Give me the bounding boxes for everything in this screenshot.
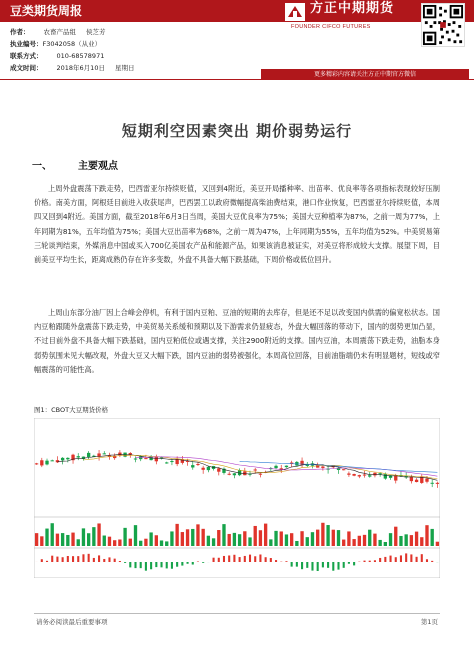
volume-bar	[134, 525, 137, 546]
macd-bar	[140, 562, 142, 568]
macd-bar	[233, 555, 235, 562]
volume-bar	[431, 529, 434, 546]
volume-bar	[405, 534, 408, 546]
macd-bar	[129, 562, 131, 567]
macd-bar	[374, 560, 376, 562]
macd-bar	[108, 557, 110, 562]
volume-bar	[45, 529, 48, 546]
volume-bar	[389, 533, 392, 546]
candle-body	[144, 458, 147, 459]
volume-bar	[165, 541, 168, 546]
volume-bar	[269, 539, 272, 546]
macd-bar	[181, 562, 183, 566]
volume-bar	[300, 531, 303, 546]
macd-bar	[343, 562, 345, 568]
volume-bar	[217, 530, 220, 546]
macd-bar	[77, 556, 79, 562]
macd-bar	[259, 554, 261, 562]
volume-bar	[35, 533, 38, 546]
macd-bar	[395, 557, 397, 562]
macd-bar	[254, 556, 256, 562]
footer-disclaimer: 请务必阅读最后重要事项	[36, 618, 108, 626]
candle-body	[347, 473, 350, 474]
volume-bar	[436, 542, 439, 546]
volume-bar	[155, 535, 158, 546]
candle-body	[87, 453, 90, 457]
candle-body	[394, 476, 397, 481]
volume-bar	[378, 540, 381, 546]
macd-bar	[337, 562, 339, 570]
macd-bar	[270, 558, 272, 562]
macd-bar	[88, 554, 90, 562]
candle-body	[368, 475, 371, 476]
logo-text: 方正中期期货	[310, 1, 395, 16]
candle-body	[358, 475, 361, 476]
meta-license: 执业编号：F3042058（从业）	[10, 40, 102, 48]
candle-body	[103, 453, 106, 454]
volume-bar	[254, 526, 257, 546]
volume-bar	[243, 531, 246, 546]
macd-bar	[379, 558, 381, 562]
candle-body	[285, 466, 288, 467]
volume-bar	[181, 532, 184, 546]
candle-body	[118, 453, 121, 456]
candle-body	[243, 471, 246, 475]
volume-bar	[280, 531, 283, 546]
volume-bar	[384, 542, 387, 546]
qr-code-icon	[421, 3, 465, 47]
volume-bar	[326, 525, 329, 546]
volume-bar	[238, 534, 241, 546]
volume-bar	[66, 535, 69, 546]
macd-bar	[192, 562, 194, 565]
candle-body	[191, 465, 194, 467]
volume-bar	[373, 534, 376, 546]
volume-bar	[321, 523, 324, 546]
paragraph-market-overview: 上周外盘震荡下跌走势，巴西雷亚尔持续贬值，又回到4附近，美豆开局播种率、出苗率、优良率等各项指标表现较好压制价格。南美方面，阿根廷目前进入收获尾声，巴西罢工以政府微幅提高柴油费结束，港口作业恢复，巴西雷亚尔持续贬值，本周四又回到4附近。美国方面，截至2018年6月3日当周，美国大豆优良率为75%；美国大豆种植率为87%，之前一周为77%，上年同期为81%，五年均值为75%；美国大豆出苗率为68%，之前一周为47%，上年同期为55%，五年均值为52%。中美贸易第三轮谈判结束，外媒消息中国或买入700亿美国农产品和能源产品，如果该消息被证实，对美豆将形成较大支撑。展望下周，目前美豆平均生长，距离成熟仍存在许多变数，外盘不具备大幅下跌基础，下周价格或低位回升。	[34, 184, 440, 265]
volume-bar	[352, 539, 355, 546]
macd-bar	[306, 562, 308, 568]
candle-body	[61, 458, 64, 461]
macd-bar	[353, 562, 355, 565]
meta-date: 成文时间： 2018年6月10日 星期日	[10, 64, 135, 72]
volume-bar	[363, 535, 366, 546]
volume-bar	[410, 535, 413, 546]
macd-bar	[124, 562, 126, 563]
volume-bar	[415, 532, 418, 546]
macd-bar	[119, 561, 121, 562]
macd-bar	[317, 562, 319, 571]
logo-subtext: FOUNDER CIFCO FUTURES	[291, 24, 371, 30]
macd-bar	[72, 556, 74, 562]
company-logo	[284, 0, 414, 22]
volume-bar	[207, 536, 210, 546]
macd-bar	[390, 556, 392, 562]
macd-bar	[431, 561, 433, 562]
candle-body	[342, 469, 345, 470]
volume-bar	[92, 527, 95, 546]
volume-bar	[77, 539, 80, 546]
macd-bar	[410, 554, 412, 562]
macd-bar	[213, 558, 215, 562]
macd-bar	[62, 557, 64, 562]
figure-caption: 图1：CBOT大豆期货价格	[34, 406, 109, 414]
candle-body	[134, 459, 137, 460]
volume-bar	[337, 530, 340, 546]
macd-bar	[176, 562, 178, 567]
volume-bar	[233, 533, 236, 546]
volume-bar	[97, 523, 100, 546]
candle-body	[40, 460, 43, 465]
volume-bar	[118, 539, 121, 546]
volume-bar	[295, 541, 298, 546]
section-title: 主要观点	[78, 161, 118, 172]
candle-body	[66, 458, 69, 459]
macd-bar	[348, 562, 350, 564]
candle-body	[274, 466, 277, 468]
volume-bar	[51, 523, 54, 546]
volume-bar	[87, 533, 90, 546]
macd-bar	[275, 560, 277, 562]
chart-frame	[34, 418, 440, 578]
macd-bar	[332, 562, 334, 571]
macd-bar	[322, 562, 324, 567]
volume-bar	[332, 530, 335, 546]
volume-bar	[228, 534, 231, 546]
macd-bar	[187, 562, 189, 564]
macd-bar	[41, 559, 43, 562]
volume-bar	[191, 529, 194, 546]
macd-bar	[265, 557, 267, 562]
volume-bar	[160, 540, 163, 546]
volume-bar	[40, 536, 43, 546]
macd-bar	[171, 562, 173, 569]
candle-body	[228, 474, 231, 475]
volume-bar	[420, 537, 423, 546]
macd-bar	[93, 558, 95, 562]
meta-author: 作者： 农畜产品组 侯芝芳	[10, 28, 106, 36]
candle-body	[129, 453, 132, 454]
macd-bar	[239, 557, 241, 562]
volume-bar	[108, 537, 111, 546]
candle-body	[77, 456, 80, 457]
volume-bar	[61, 533, 64, 546]
macd-bar	[296, 562, 298, 567]
candle-body	[425, 479, 428, 482]
volume-bar	[358, 536, 361, 546]
macd-bar	[291, 562, 293, 567]
macd-bar	[416, 557, 418, 562]
macd-bar	[363, 561, 365, 562]
volume-bar	[222, 524, 225, 546]
volume-bar	[306, 537, 309, 546]
macd-bar	[369, 561, 371, 562]
macd-bar	[103, 559, 105, 562]
macd-bar	[405, 553, 407, 562]
volume-bar	[368, 530, 371, 546]
volume-bar	[129, 539, 132, 546]
candle-body	[165, 462, 168, 463]
macd-bar	[285, 561, 287, 562]
macd-bar	[202, 562, 204, 563]
volume-bar	[71, 533, 74, 546]
volume-bar	[186, 529, 189, 546]
candle-body	[202, 468, 205, 470]
wechat-promo-link[interactable]: 更多精彩内容请关注方正中期官方微信	[261, 69, 469, 80]
candle-body	[415, 480, 418, 482]
candle-body	[254, 469, 257, 470]
logo-mark-icon	[284, 2, 306, 22]
macd-bar	[46, 561, 48, 562]
volume-bar	[274, 531, 277, 546]
candle-body	[196, 464, 199, 465]
macd-bar	[160, 562, 162, 567]
volume-bar	[248, 537, 251, 546]
macd-bar	[134, 562, 136, 568]
section-heading	[32, 157, 118, 172]
volume-bar	[285, 534, 288, 546]
macd-bar	[114, 559, 116, 562]
macd-bar	[421, 554, 423, 562]
candle-body	[217, 468, 220, 471]
macd-bar	[51, 556, 53, 562]
candle-body	[431, 483, 434, 484]
volume-bar	[264, 524, 267, 546]
volume-bar	[202, 529, 205, 546]
volume-bar	[175, 524, 178, 546]
macd-bar	[82, 554, 84, 562]
volume-bar	[311, 532, 314, 546]
macd-bar	[327, 562, 329, 568]
volume-bar	[196, 524, 199, 546]
macd-bar	[244, 556, 246, 562]
candle-body	[436, 483, 439, 484]
macd-bar	[166, 562, 168, 568]
volume-bar	[342, 540, 345, 546]
cbot-soybean-candlestick-chart	[34, 418, 440, 578]
candle-body	[259, 474, 262, 475]
volume-bar	[149, 532, 152, 546]
macd-bar	[98, 555, 100, 562]
meta-contact: 联系方式： 010-68578971	[10, 52, 105, 60]
page-number: 第1页	[420, 618, 438, 626]
macd-bar	[400, 555, 402, 562]
macd-bar	[155, 562, 157, 567]
candle-body	[35, 463, 38, 464]
macd-bar	[145, 562, 147, 571]
volume-bar	[212, 538, 215, 546]
macd-bar	[249, 555, 251, 562]
macd-bar	[426, 559, 428, 562]
candle-body	[321, 467, 324, 468]
volume-bar	[394, 527, 397, 546]
candle-body	[384, 474, 387, 478]
macd-bar	[384, 557, 386, 562]
volume-bar	[347, 531, 350, 546]
volume-bar	[103, 536, 106, 546]
candle-body	[45, 461, 48, 465]
candle-body	[378, 473, 381, 474]
candle-body	[170, 461, 173, 462]
candle-body	[51, 460, 54, 461]
candle-body	[352, 474, 355, 476]
macd-bar	[301, 562, 303, 569]
report-type-title: 豆类期货周报	[10, 4, 83, 18]
document-title: 短期利空因素突出 期价弱势运行	[121, 122, 353, 140]
volume-bar	[316, 530, 319, 546]
volume-bar	[399, 536, 402, 546]
volume-bar	[56, 534, 59, 546]
footer-divider	[34, 613, 440, 614]
volume-bar	[139, 541, 142, 546]
candle-body	[363, 475, 366, 476]
volume-bar	[259, 530, 262, 546]
macd-bar	[67, 556, 69, 562]
section-number: 一、	[32, 161, 52, 172]
candle-body	[233, 473, 236, 475]
volume-bar	[170, 531, 173, 546]
macd-bar	[223, 556, 225, 562]
volume-bar	[82, 528, 85, 546]
volume-bar	[113, 540, 116, 546]
paragraph-domestic-outlook: 上周山东部分油厂因上合峰会停机，有利于国内豆粕、豆油的短期的去库存，但是还不足以改变国内供需的偏宽松状态。国内豆粕跟随外盘震荡下跌走势，中美贸易关系缓和预期以及下游需求仍显疲态，外盘大幅回落的带动下，国内的弱势更加凸显，不过目前外盘不具备大幅下跌基础，国内豆粕低位或遇支撑，关注2900附近的支撑。国内豆油，本周震荡下跌走势，油脂本身弱势氛围未见大幅改观，外盘大豆又大幅下跌，国内豆油的弱势被强化，本周高位回落，目前油脂端仍未有明显题材，短线或窄幅震荡的可能性高。	[34, 308, 440, 374]
macd-bar	[228, 555, 230, 562]
candle-body	[207, 467, 210, 470]
volume-bar	[290, 533, 293, 546]
volume-bar	[144, 539, 147, 546]
macd-bar	[56, 557, 58, 562]
candle-body	[410, 477, 413, 481]
macd-bar	[150, 562, 152, 569]
macd-bar	[311, 562, 313, 571]
macd-bar	[218, 558, 220, 562]
candle-body	[373, 473, 376, 476]
volume-bar	[123, 528, 126, 546]
volume-bar	[425, 525, 428, 546]
